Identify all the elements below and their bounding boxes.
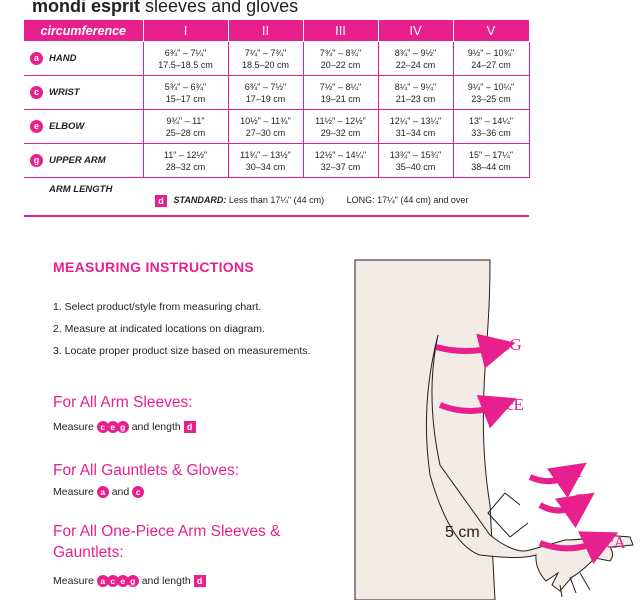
marker-a: a <box>30 52 43 65</box>
page-title <box>32 0 298 17</box>
marker-d: d <box>184 421 196 433</box>
marker-d: d <box>194 575 206 587</box>
five-cm-bracket-icon <box>488 493 528 537</box>
label-ce: cE <box>506 395 524 414</box>
row-label-wrist: c WRIST <box>24 76 143 110</box>
table-cell: 11" – 12½" 28–32 cm <box>143 144 228 178</box>
table-cell: 9¼" – 10¼" 23–25 cm <box>453 76 529 110</box>
table-cell: 6¾" – 7½" 17–19 cm <box>228 76 303 110</box>
label-cg: cG <box>502 335 522 354</box>
marker-e: e <box>107 421 119 433</box>
marker-a: a <box>97 575 109 587</box>
table-cell: 13¾" – 15¾" 35–40 cm <box>378 144 453 178</box>
table-cell: 7¾" – 8¾" 20–22 cm <box>303 42 378 76</box>
row-label-upper-arm: g UPPER ARM <box>24 144 143 178</box>
standard-value: Less than 17¼" (44 cm) <box>228 194 325 205</box>
title-rest: sleeves and gloves <box>145 0 299 16</box>
one-piece-measure: Measure a c e g and length d <box>53 574 206 588</box>
table-row-upper-arm <box>24 144 529 178</box>
table-row-hand <box>24 42 529 76</box>
table-cell: 5¾" – 6¾" 15–17 cm <box>143 76 228 110</box>
table-cell: 9¾" – 11" 25–28 cm <box>143 110 228 144</box>
table-cell: 11¾" – 13½" 30–34 cm <box>228 144 303 178</box>
marker-d: d <box>155 195 167 207</box>
table-cell: 12½" – 14¼" 32–37 cm <box>303 144 378 178</box>
table-cell: 13" – 14¼" 33–36 cm <box>453 110 529 144</box>
size-header-3: III <box>303 20 378 42</box>
long-value: LONG: 17¼" (44 cm) and over <box>346 194 469 205</box>
table-row-wrist <box>24 76 529 110</box>
label-ca: cA <box>606 533 626 552</box>
one-piece-heading: For All One-Piece Arm Sleeves & Gauntlets: <box>53 523 281 561</box>
marker-c: c <box>132 486 144 498</box>
instructions-heading: MEASURING INSTRUCTIONS <box>53 259 255 275</box>
circumference-header: circumference <box>24 20 143 42</box>
standard-label: STANDARD: <box>173 194 227 205</box>
marker-c: c <box>30 86 43 99</box>
marker-c: c <box>107 575 119 587</box>
table-cell: 7½" – 8¼" 19–21 cm <box>303 76 378 110</box>
size-header-5: V <box>453 20 529 42</box>
table-cell: 8¼" – 9¼" 21–23 cm <box>378 76 453 110</box>
size-header-2: II <box>228 20 303 42</box>
table-cell: 9½" – 10¾" 24–27 cm <box>453 42 529 76</box>
marker-g: g <box>30 154 43 167</box>
row-label-hand: a HAND <box>24 42 143 76</box>
list-item: 3. Locate proper product size based on measurements. <box>53 345 311 357</box>
list-item: 1. Select product/style from measuring chart. <box>53 301 262 313</box>
row-label-elbow: e ELBOW <box>24 110 143 144</box>
gauntlets-gloves-heading: For All Gauntlets & Gloves: <box>53 462 240 479</box>
gauntlets-gloves-measure: Measure a and c <box>53 485 144 499</box>
label-cc1: cC1 <box>556 462 584 481</box>
arm-sleeves-heading: For All Arm Sleeves: <box>53 394 193 411</box>
label-five-cm: 5 cm <box>445 524 480 541</box>
brand-name: mondi esprit <box>32 0 141 16</box>
table-cell: 6¾" – 7¼" 17.5–18.5 cm <box>143 42 228 76</box>
instruction-steps <box>53 298 310 364</box>
arm-sleeves-measure: Measure c e g and length d <box>53 420 196 434</box>
label-cc: cC <box>566 490 585 509</box>
size-chart <box>24 19 530 217</box>
marker-g: g <box>117 421 129 433</box>
marker-e: e <box>117 575 129 587</box>
arm-length-values <box>143 178 529 216</box>
row-label-arm-length: ARM LENGTH <box>24 178 143 216</box>
marker-e: e <box>30 120 43 133</box>
table-cell: 8¾" – 9½" 22–24 cm <box>378 42 453 76</box>
table-cell: 7¼" – 7¾" 18.5–20 cm <box>228 42 303 76</box>
list-item: 2. Measure at indicated locations on diagram. <box>53 323 265 335</box>
table-row-elbow <box>24 110 529 144</box>
marker-g: g <box>127 575 139 587</box>
table-cell: 11½" – 12½" 29–32 cm <box>303 110 378 144</box>
table-cell: 12¼" – 13¼" 31–34 cm <box>378 110 453 144</box>
size-header-row <box>24 20 529 42</box>
table-row-arm-length <box>24 178 529 216</box>
arm-diagram <box>340 255 640 600</box>
size-header-1: I <box>143 20 228 42</box>
size-header-4: IV <box>378 20 453 42</box>
table-cell: 10½" – 11¾" 27–30 cm <box>228 110 303 144</box>
marker-c: c <box>97 421 109 433</box>
marker-a: a <box>97 486 109 498</box>
table-cell: 15" – 17¼" 38–44 cm <box>453 144 529 178</box>
